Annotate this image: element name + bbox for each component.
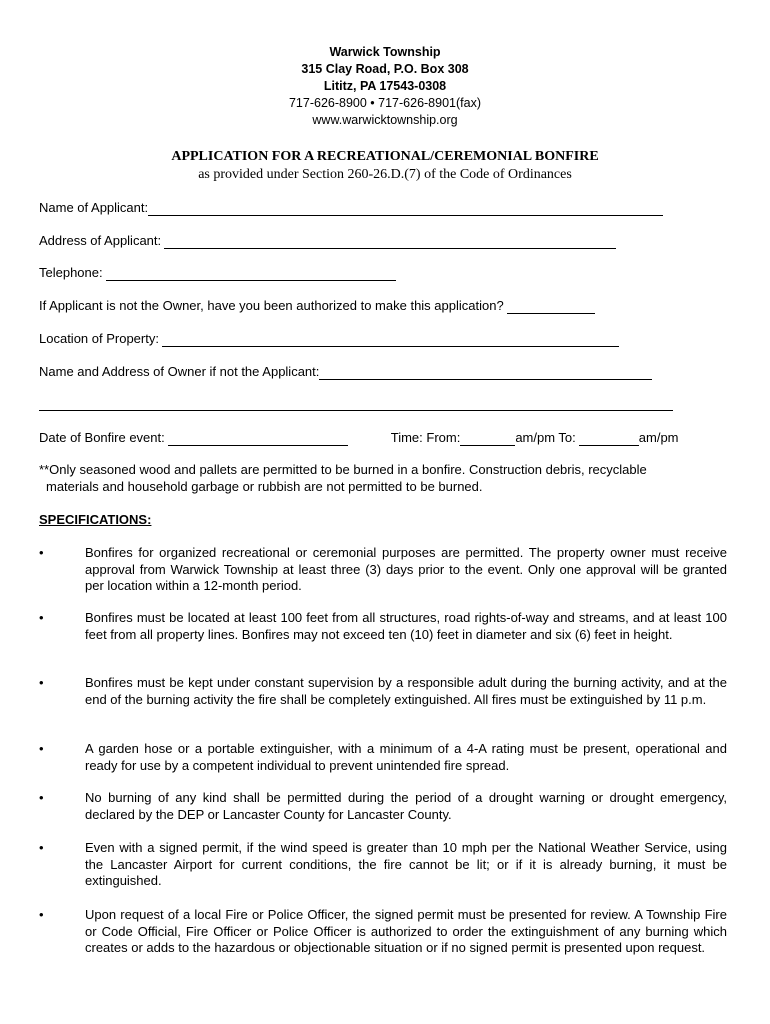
date-of-event-row bbox=[39, 430, 679, 446]
note-line-1: **Only seasoned wood and pallets are permitted to be burned in a bonfire. Construction debris, recyclable bbox=[39, 462, 647, 477]
spec-item-text: Even with a signed permit, if the wind speed is greater than 10 mph per the National Weather Service, using the Lancaster Airport for current conditions, the fire cannot be lit; or if it is already burning, it must be extinguished. bbox=[85, 840, 727, 888]
location-of-property-row bbox=[39, 331, 619, 347]
note-line-2: materials and household garbage or rubbish are not permitted to be burned. bbox=[46, 478, 483, 494]
telephone-row bbox=[39, 265, 396, 281]
authorized-label: If Applicant is not the Owner, have you been authorized to make this application? bbox=[39, 298, 504, 313]
spec-item bbox=[39, 840, 727, 890]
specifications-heading: SPECIFICATIONS: bbox=[39, 512, 152, 527]
location-of-property-label: Location of Property: bbox=[39, 331, 159, 346]
time-from-field[interactable] bbox=[460, 432, 515, 446]
authorized-row bbox=[39, 298, 595, 314]
time-to-field[interactable] bbox=[579, 432, 639, 446]
spec-item-text: Bonfires for organized recreational or ceremonial purposes are permitted. The property owner must receive approval from Warwick Township at least three (3) days prior to the event. Only one approval will be granted per location within a 12-month period. bbox=[85, 545, 727, 593]
spec-item bbox=[39, 790, 727, 823]
spec-item bbox=[39, 741, 727, 774]
spec-item bbox=[39, 545, 727, 595]
letterhead bbox=[0, 44, 770, 129]
org-name: Warwick Township bbox=[329, 45, 441, 59]
form-title-sub: as provided under Section 260-26.D.(7) of the Code of Ordinances bbox=[198, 167, 572, 182]
spec-item bbox=[39, 675, 727, 708]
name-of-applicant-row bbox=[39, 200, 663, 216]
bullet-icon: • bbox=[39, 610, 44, 625]
bullet-icon: • bbox=[39, 675, 44, 690]
spec-item-text: A garden hose or a portable extinguisher, with a minimum of a 4-A rating must be present, operational and ready for use by a competent individual to prevent unintended fire spread. bbox=[85, 741, 727, 773]
address-of-applicant-row bbox=[39, 233, 616, 249]
ampm-label: am/pm bbox=[638, 430, 679, 445]
spec-item-text: Upon request of a local Fire or Police Officer, the signed permit must be presented for review. A Township Fire or Code Official, Fire Officer or Police Officer is authorized to order the extinguishment of any burning which creates or adds to the hazardous or objectionable situation or if no signed permit is presented upon request. bbox=[85, 907, 727, 955]
spec-item-text: Bonfires must be kept under constant supervision by a responsible adult during the burning activity, and at the end of the burning activity the fire shall be completely extinguished. All fires must be extinguished by 11 p.m. bbox=[85, 675, 727, 707]
address-line-1: 315 Clay Road, P.O. Box 308 bbox=[301, 62, 469, 76]
bullet-icon: • bbox=[39, 790, 44, 805]
address-of-applicant-field[interactable] bbox=[164, 235, 616, 249]
owner-row bbox=[39, 364, 652, 380]
form-title bbox=[0, 148, 770, 184]
name-of-applicant-label: Name of Applicant: bbox=[39, 200, 149, 215]
authorized-field[interactable] bbox=[507, 300, 595, 314]
bullet-icon: • bbox=[39, 545, 44, 560]
phone-numbers: 717-626-8900 • 717-626-8901(fax) bbox=[288, 96, 481, 110]
telephone-field[interactable] bbox=[106, 267, 396, 281]
spec-item bbox=[39, 907, 727, 957]
spec-item-text: Bonfires must be located at least 100 feet from all structures, road rights-of-way and streams, and at least 100 feet from all property lines. Bonfires may not exceed ten (10) feet in diameter and six (6) feet in height. bbox=[85, 610, 727, 642]
telephone-label: Telephone: bbox=[39, 265, 103, 280]
bullet-icon: • bbox=[39, 741, 44, 756]
spec-item-text: No burning of any kind shall be permitted during the period of a drought warning or drought emergency, declared by the DEP or Lancaster County for Lancaster County. bbox=[85, 790, 727, 822]
ampm-to-label: am/pm To: bbox=[515, 430, 576, 445]
name-of-applicant-field[interactable] bbox=[148, 202, 663, 216]
address-line-2: Lititz, PA 17543-0308 bbox=[323, 79, 447, 93]
form-title-main: APPLICATION FOR A RECREATIONAL/CEREMONIAL BONFIRE bbox=[171, 149, 599, 164]
bullet-icon: • bbox=[39, 907, 44, 922]
address-of-applicant-label: Address of Applicant: bbox=[39, 233, 162, 248]
date-of-event-label: Date of Bonfire event: bbox=[39, 430, 165, 445]
time-from-label: Time: From: bbox=[390, 430, 461, 445]
date-of-event-field[interactable] bbox=[168, 432, 348, 446]
spec-item bbox=[39, 610, 727, 643]
owner-field-line-2[interactable] bbox=[39, 410, 673, 411]
owner-field[interactable] bbox=[319, 366, 652, 380]
burn-materials-note bbox=[39, 462, 739, 495]
website: www.warwicktownship.org bbox=[312, 113, 458, 127]
location-of-property-field[interactable] bbox=[162, 333, 619, 347]
bullet-icon: • bbox=[39, 840, 44, 855]
owner-label: Name and Address of Owner if not the Applicant: bbox=[39, 364, 320, 379]
